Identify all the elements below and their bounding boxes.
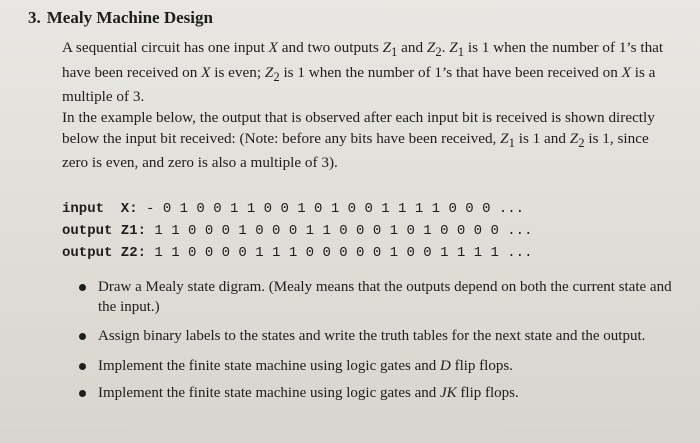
math-subscript: 1	[508, 135, 515, 150]
z1-sequence-row	[62, 220, 532, 242]
problem-number: 3.	[28, 8, 41, 27]
math-var: Z	[382, 39, 392, 56]
z1-label: output Z1:	[62, 223, 155, 239]
input-label: input X:	[62, 201, 147, 217]
task-text: Implement the finite state machine using logic gates and	[98, 357, 440, 374]
text-run: and two outputs	[277, 39, 383, 56]
problem-title: Mealy Machine Design	[46, 8, 213, 27]
problem-heading	[28, 8, 213, 28]
input-sequence-row	[62, 198, 532, 220]
task-item-d-flip-flops	[76, 357, 676, 377]
math-subscript: 1	[391, 45, 398, 60]
math-var: X	[268, 39, 278, 56]
math-var: D	[439, 357, 451, 374]
text-run: is 1, since zero is even, and zero is also a multiple of 3).	[62, 129, 649, 172]
task-text: Assign binary labels to the states and write the truth tables for the next state and the output.	[98, 328, 646, 344]
task-text: Draw a Mealy state digram. (Mealy means that the outputs depend on both the current state and the input.)	[98, 279, 672, 315]
math-var: X	[201, 63, 211, 81]
task-item-jk-flip-flops	[76, 384, 676, 404]
math-var: X	[621, 63, 631, 81]
task-text: flip flops.	[456, 385, 519, 401]
math-subscript: 2	[273, 69, 280, 84]
text-run: is 1 when the number of 1’s that have been received on	[279, 63, 622, 81]
math-var: Z	[449, 39, 458, 56]
bullet-icon	[79, 284, 86, 291]
text-run: is 1 and	[514, 129, 570, 147]
math-var: JK	[439, 385, 457, 401]
problem-description	[62, 38, 668, 108]
math-var: Z	[500, 129, 509, 147]
task-text: flip flops.	[450, 357, 513, 374]
z2-label: output Z2:	[62, 245, 155, 261]
text-run: and	[397, 39, 427, 56]
z1-bits: 1 1 0 0 0 1 0 0 0 1 1 0 0 0 1 0 1 0 0 0 0 ...	[154, 223, 533, 239]
task-list	[76, 278, 676, 412]
math-var: Z	[264, 63, 274, 81]
bullet-icon	[79, 333, 86, 340]
text-run: is even;	[210, 63, 265, 81]
text-run: .	[441, 39, 450, 56]
math-subscript: 2	[435, 45, 442, 60]
math-var: Z	[569, 129, 579, 147]
math-subscript: 2	[578, 135, 585, 150]
math-var: Z	[426, 39, 436, 56]
text-run: is a multiple of 3.	[62, 63, 656, 106]
example-sequences	[62, 198, 532, 264]
z2-sequence-row	[62, 242, 532, 264]
task-text: Implement the finite state machine using logic gates and	[98, 385, 440, 401]
bullet-icon	[79, 363, 86, 370]
text-run: is 1 when the number of 1’s that have been received on	[62, 39, 664, 81]
example-note	[62, 108, 668, 174]
task-item-truth-tables	[76, 327, 676, 347]
bullet-icon	[79, 390, 86, 397]
input-bits: - 0 1 0 0 1 1 0 0 1 0 1 0 0 1 1 1 1 0 0 0 ...	[146, 201, 525, 217]
math-subscript: 1	[457, 45, 465, 60]
text-run: A sequential circuit has one input	[62, 39, 269, 56]
text-run: In the example below, the output that is observed after each input bit is received is shown directly below the input bit received: (Note: before any bits have been received,	[62, 109, 655, 147]
z2-bits: 1 1 0 0 0 0 1 1 1 0 0 0 0 0 1 0 0 1 1 1 1 ...	[154, 245, 533, 261]
task-item-state-diagram	[76, 278, 676, 317]
